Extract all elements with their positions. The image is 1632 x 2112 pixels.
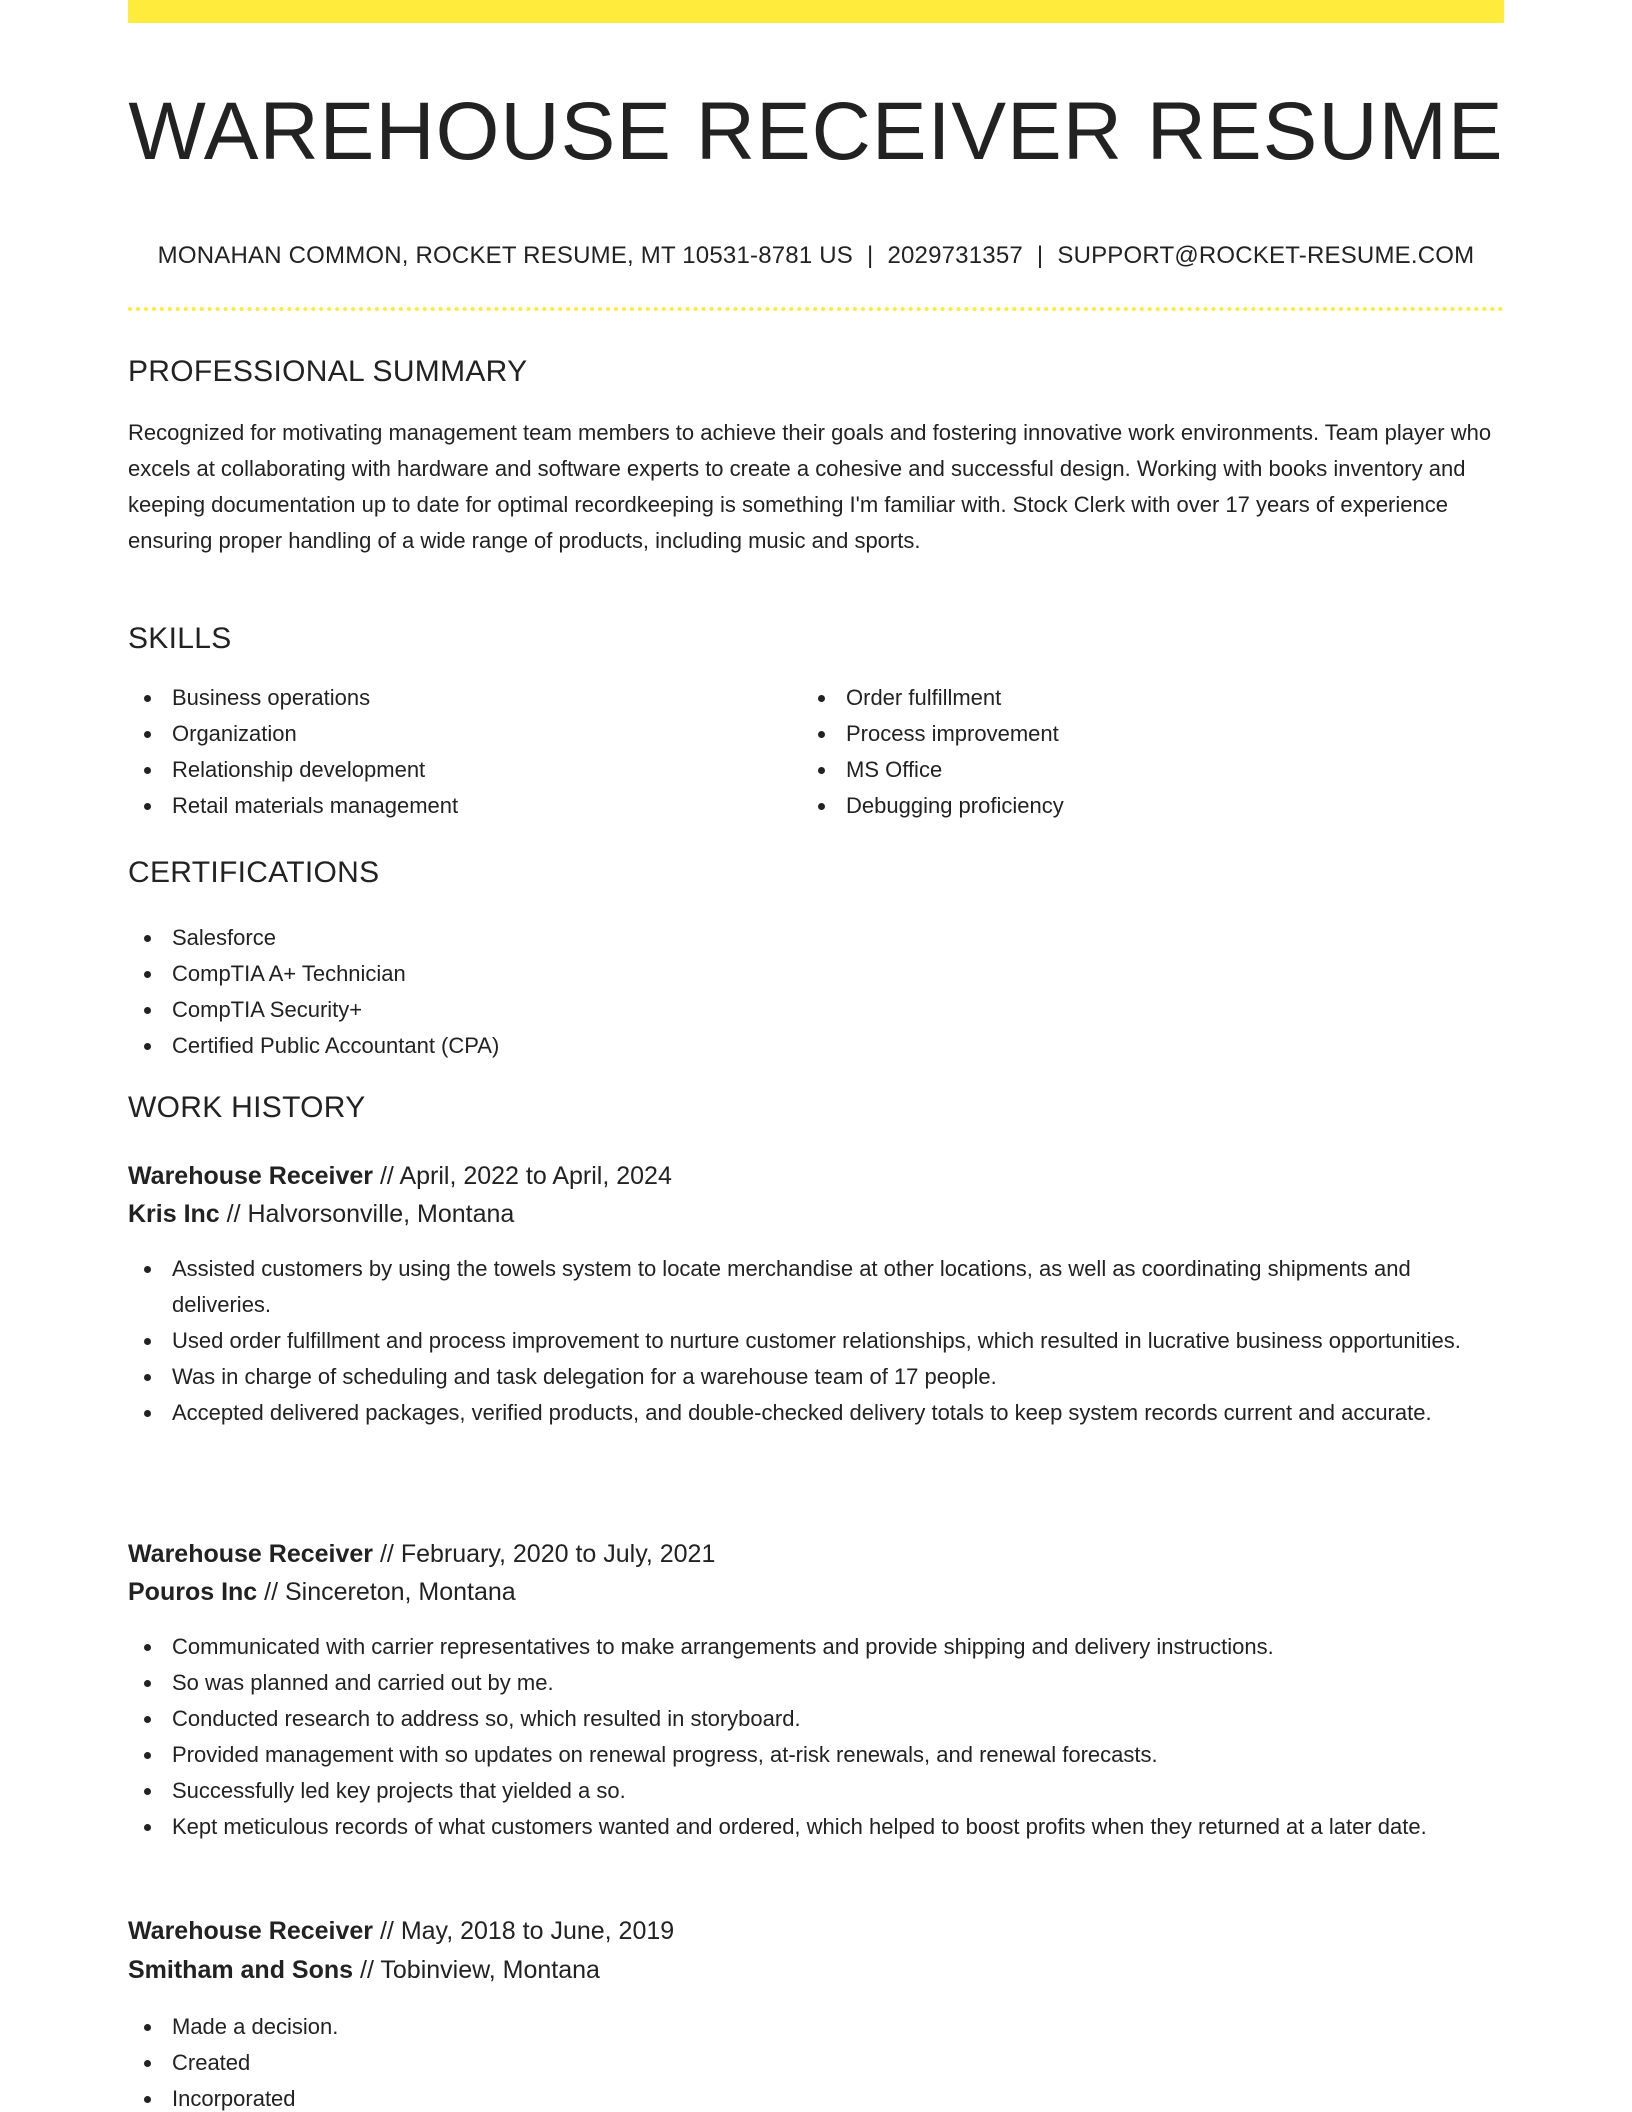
job-bullet: Communicated with carrier representatives to make arrangements and provide shipping and delivery instructions. xyxy=(128,1629,1504,1665)
job-bullet: Conducted research to address so, which resulted in storyboard. xyxy=(128,1701,1504,1737)
work-history-heading: WORK HISTORY xyxy=(128,1091,366,1124)
job-title: Warehouse Receiver xyxy=(128,1540,374,1568)
job-bullet: So was planned and carried out by me. xyxy=(128,1665,1504,1701)
job-company: Kris Inc xyxy=(128,1200,220,1228)
skills-heading: SKILLS xyxy=(128,622,232,655)
job-title: Warehouse Receiver xyxy=(128,1917,374,1945)
job-company-line xyxy=(128,1573,516,1611)
job-title-line xyxy=(128,1912,674,1950)
skills-list-right xyxy=(802,680,1462,824)
summary-text: Recognized for motivating management team members to achieve their goals and fostering innovative work environments. Team player who excels at collaborating with hardware and software experts to create a cohesive and successful design. Working with books inventory and keeping documentation up to date for optimal recordkeeping is something I'm familiar with. Stock Clerk with over 17 years of experience ensuring proper handling of a wide range of products, including music and sports. xyxy=(128,420,1492,553)
contact-separator: | xyxy=(867,242,874,269)
top-accent-bar xyxy=(128,0,1504,23)
summary-heading: PROFESSIONAL SUMMARY xyxy=(128,355,528,388)
job-bullet: Assisted customers by using the towels system to locate merchandise at other locations, as well as coordinating shipments and deliveries. xyxy=(128,1251,1504,1323)
job-company-line xyxy=(128,1951,600,1989)
skill-item: Debugging proficiency xyxy=(802,788,1462,824)
dotted-divider xyxy=(128,307,1504,311)
job-bullets xyxy=(128,2009,1504,2112)
contact-phone: 2029731357 xyxy=(887,242,1023,269)
job-bullet: Incorporated xyxy=(128,2081,1504,2112)
job-company: Smitham and Sons xyxy=(128,1956,354,1984)
job-dates: // February, 2020 to July, 2021 xyxy=(379,1540,716,1568)
resume-title: WAREHOUSE RECEIVER RESUME xyxy=(128,86,1504,177)
job-title-line xyxy=(128,1157,672,1195)
job-title: Warehouse Receiver xyxy=(128,1162,374,1190)
job-company-line xyxy=(128,1195,514,1233)
job-bullet: Successfully led key projects that yielded a so. xyxy=(128,1773,1504,1809)
certification-item: Salesforce xyxy=(128,920,1504,956)
job-location: // Halvorsonville, Montana xyxy=(226,1200,515,1228)
skill-item: Business operations xyxy=(128,680,788,716)
job-location: // Sincereton, Montana xyxy=(264,1578,516,1606)
job-bullet: Was in charge of scheduling and task delegation for a warehouse team of 17 people. xyxy=(128,1359,1504,1395)
skill-item: Relationship development xyxy=(128,752,788,788)
contact-address: MONAHAN COMMON, ROCKET RESUME, MT 10531-8781 US xyxy=(157,242,853,269)
certifications-heading: CERTIFICATIONS xyxy=(128,856,380,889)
certification-item: Certified Public Accountant (CPA) xyxy=(128,1028,1504,1064)
job-dates: // April, 2022 to April, 2024 xyxy=(379,1162,672,1190)
skill-item: Retail materials management xyxy=(128,788,788,824)
certifications-list xyxy=(128,920,1504,1064)
job-bullets xyxy=(128,1629,1504,1845)
skill-item: MS Office xyxy=(802,752,1462,788)
skill-item: Process improvement xyxy=(802,716,1462,752)
job-bullet: Used order fulfillment and process improvement to nurture customer relationships, which resulted in lucrative business opportunities. xyxy=(128,1323,1504,1359)
job-bullet: Made a decision. xyxy=(128,2009,1504,2045)
job-title-line xyxy=(128,1535,715,1573)
skill-item: Organization xyxy=(128,716,788,752)
skill-item: Order fulfillment xyxy=(802,680,1462,716)
contact-line xyxy=(128,236,1504,276)
job-bullet: Provided management with so updates on renewal progress, at-risk renewals, and renewal forecasts. xyxy=(128,1737,1504,1773)
job-company: Pouros Inc xyxy=(128,1578,258,1606)
contact-separator: | xyxy=(1036,242,1044,269)
certification-item: CompTIA Security+ xyxy=(128,992,1504,1028)
job-bullets xyxy=(128,1251,1504,1431)
skills-list-left xyxy=(128,680,788,824)
job-dates: // May, 2018 to June, 2019 xyxy=(379,1917,675,1945)
contact-email: SUPPORT@ROCKET-RESUME.COM xyxy=(1057,242,1475,269)
job-bullet: Accepted delivered packages, verified products, and double-checked delivery totals to keep system records current and accurate. xyxy=(128,1395,1504,1431)
job-bullet: Kept meticulous records of what customers wanted and ordered, which helped to boost profits when they returned at a later date. xyxy=(128,1809,1504,1845)
job-bullet: Created xyxy=(128,2045,1504,2081)
certification-item: CompTIA A+ Technician xyxy=(128,956,1504,992)
job-location: // Tobinview, Montana xyxy=(360,1956,600,1984)
